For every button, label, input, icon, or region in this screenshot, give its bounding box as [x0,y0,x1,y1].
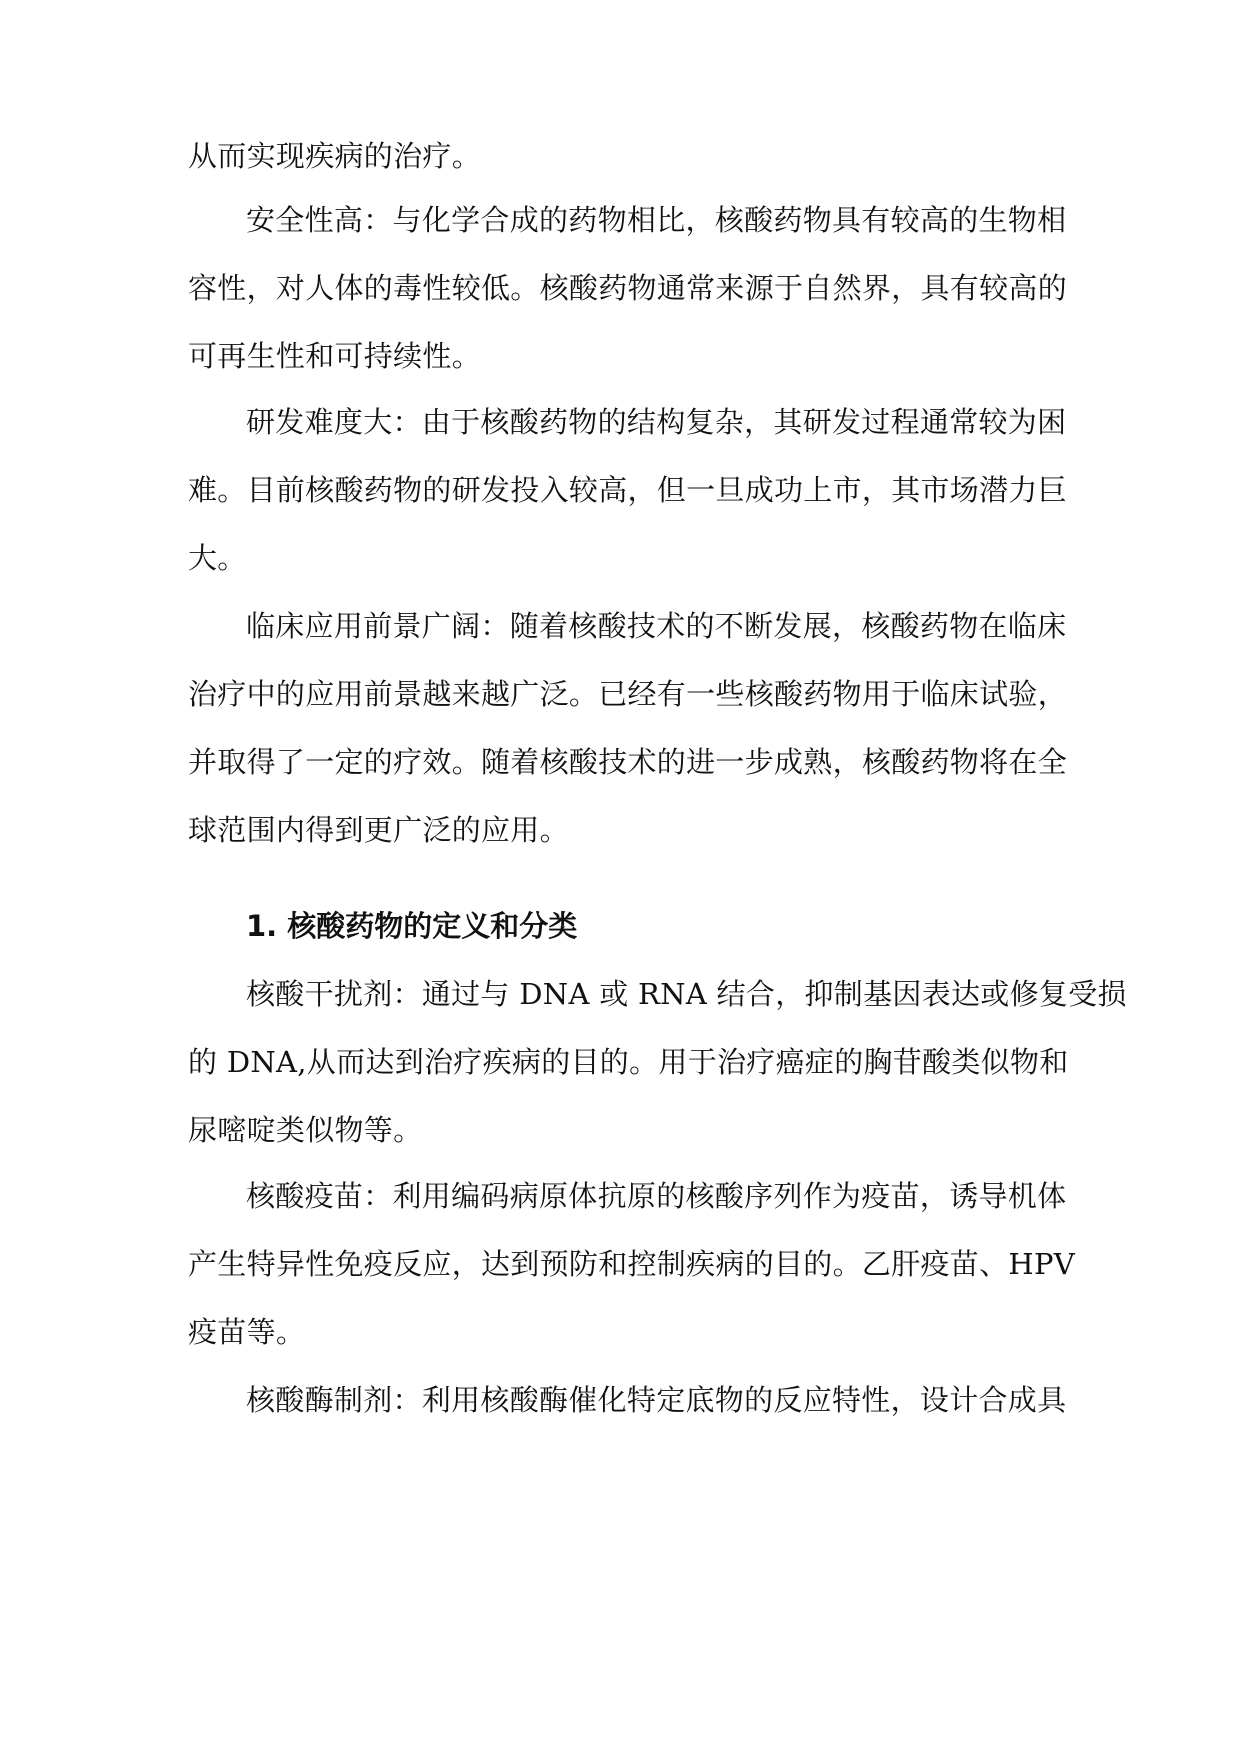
text-line: 核酸酶制剂：利用核酸酶催化特定底物的反应特性，设计合成具 [246,1383,1067,1417]
text-line: 核酸疫苗：利用编码病原体抗原的核酸序列作为疫苗，诱导机体 [246,1179,1067,1213]
text-line: 临床应用前景广阔：随着核酸技术的不断发展，核酸药物在临床 [246,609,1067,643]
text-line: 可再生性和可持续性。 [188,339,482,373]
text-line: 安全性高：与化学合成的药物相比，核酸药物具有较高的生物相 [246,203,1067,237]
text-line: 容性，对人体的毒性较低。核酸药物通常来源于自然界，具有较高的 [188,271,1068,305]
text-line: 尿嘧啶类似物等。 [188,1113,423,1147]
text-line: 研发难度大：由于核酸药物的结构复杂，其研发过程通常较为困 [246,405,1067,439]
text-line: 从而实现疾病的治疗。 [188,139,482,173]
text-line: 产生特异性免疫反应，达到预防和控制疾病的目的。乙肝疫苗、HPV [188,1247,1076,1281]
text-line: 球范围内得到更广泛的应用。 [188,813,569,847]
text-line: 大。 [188,541,247,575]
text-line: 疫苗等。 [188,1315,306,1349]
text-line: 难。目前核酸药物的研发投入较高，但一旦成功上市，其市场潜力巨 [188,473,1068,507]
text-line: 治疗中的应用前景越来越广泛。已经有一些核酸药物用于临床试验， [188,677,1068,711]
text-line: 的 DNA,从而达到治疗疾病的目的。用于治疗癌症的胸苷酸类似物和 [188,1045,1069,1079]
section-heading: 1. 核酸药物的定义和分类 [246,909,578,943]
text-line: 核酸干扰剂：通过与 DNA 或 RNA 结合，抑制基因表达或修复受损 [246,977,1127,1011]
text-line: 并取得了一定的疗效。随着核酸技术的进一步成熟，核酸药物将在全 [188,745,1068,779]
